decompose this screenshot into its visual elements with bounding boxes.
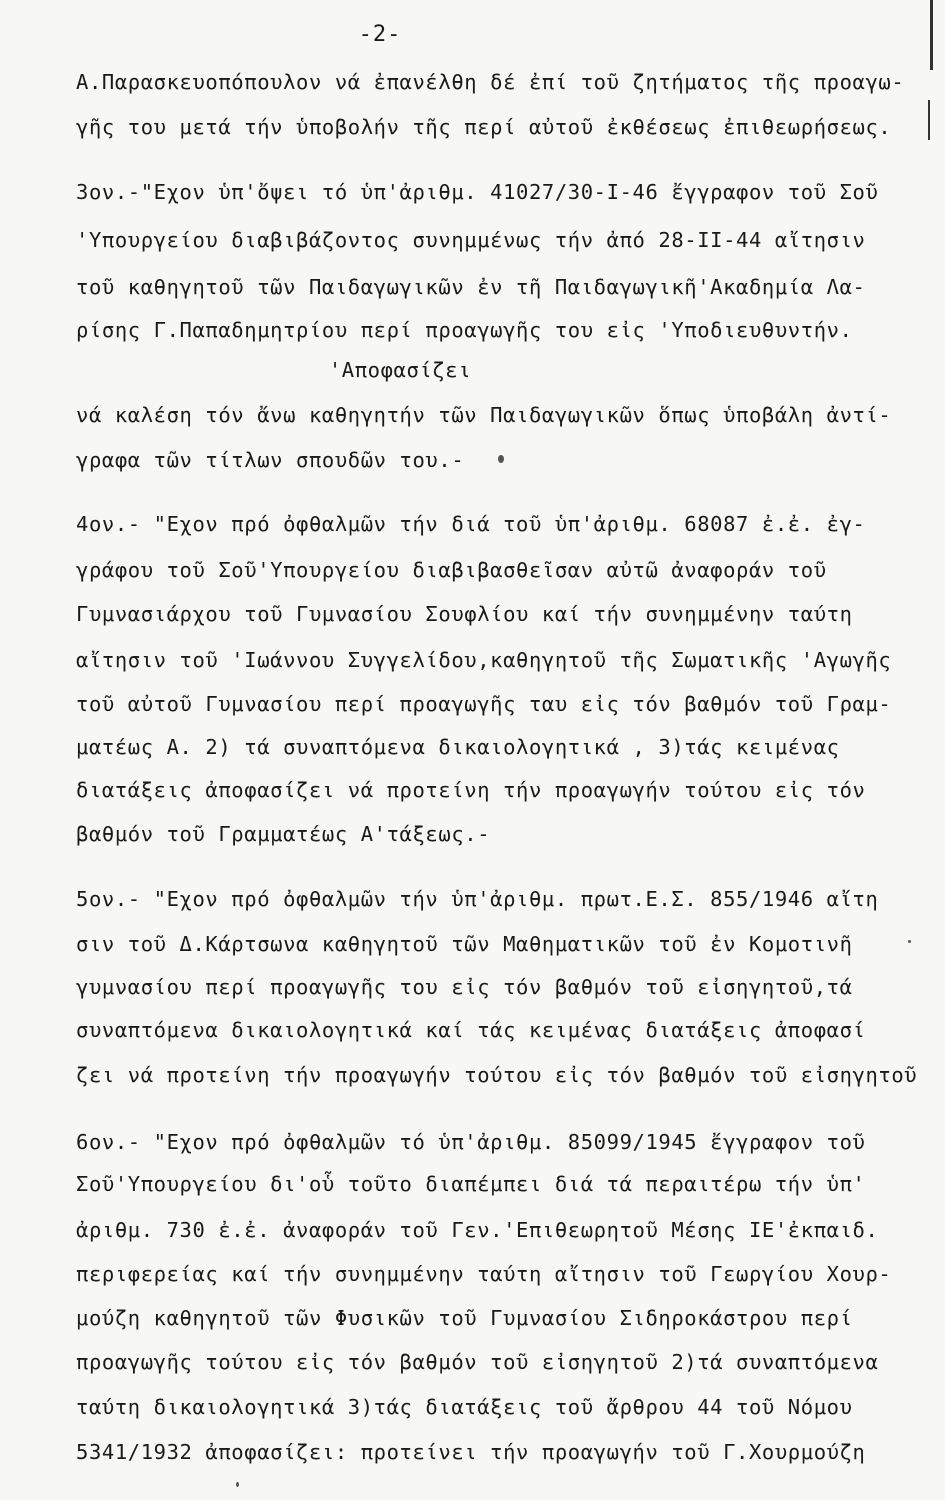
scan-edge-mark	[930, 0, 933, 70]
text-line: ζει νά προτείνη τήν προαγωγήν τούτου εἰς τόν βαθμόν τοῦ εἰσηγητοῦ	[76, 1063, 918, 1087]
ink-speck	[908, 940, 911, 943]
text-line: τοῦ καθηγητοῦ τῶν Παιδαγωγικῶν ἐν τῆ Παιδαγωγικῆ'Ακαδημία Λα-	[76, 275, 866, 299]
text-line: γραφα τῶν τίτλων σπουδῶν του.-	[76, 448, 465, 472]
ink-speck	[236, 1482, 239, 1487]
text-line: 5341/1932 ἀποφασίζει: προτείνει τήν προαγωγήν τοῦ Γ.Χουρμούζη	[76, 1440, 866, 1464]
text-line: περιφερείας καί τήν συνημμένην ταύτη αἴτησιν τοῦ Γεωργίου Χουρ-	[76, 1262, 892, 1286]
text-line: ματέως Α. 2) τά συναπτόμενα δικαιολογητικά , 3)τάς κειμένας	[76, 735, 840, 759]
text-line: ταύτη δικαιολογητικά 3)τάς διατάξεις τοῦ ἄρθρου 44 τοῦ Νόμου	[76, 1395, 853, 1419]
ink-speck	[498, 455, 504, 463]
text-line: προαγωγῆς τούτου εἰς τόν βαθμόν τοῦ εἰσηγητοῦ 2)τά συναπτόμενα	[76, 1350, 879, 1374]
text-line: βαθμόν τοῦ Γραμματέως Α'τάξεως.-	[76, 822, 491, 846]
scan-edge-mark	[928, 100, 930, 140]
text-line: Σοῦ'Υπουργείου δι'οὗ τοῦτο διαπέμπει διά τά περαιτέρω τήν ὑπ'	[76, 1172, 866, 1196]
text-line: μούζη καθηγητοῦ τῶν Φυσικῶν τοῦ Γυμνασίου Σιδηροκάστρου περί	[76, 1306, 853, 1330]
text-line: γράφου τοῦ Σοῦ'Υπουργείου διαβιβασθεῖσαν αὐτῶ ἀναφοράν τοῦ	[76, 558, 827, 582]
text-line: αἴτησιν τοῦ 'Ιωάννου Συγγελίδου,καθηγητοῦ τῆς Σωματικῆς 'Αγωγῆς	[76, 648, 892, 672]
text-line: νά καλέση τόν ἄνω καθηγητήν τῶν Παιδαγωγικῶν ὅπως ὑποβάλη ἀντί-	[76, 403, 892, 427]
page-number: -2-	[358, 22, 402, 47]
text-line: 3ον.-"Εχον ὑπ'ὄψει τό ὑπ'ἀριθμ. 41027/30-I-46 ἔγγραφον τοῦ Σοῦ	[76, 180, 879, 204]
text-line: Α.Παρασκευοπόπουλον νά ἐπανέλθη δέ ἐπί τοῦ ζητήματος τῆς προαγω-	[76, 70, 905, 94]
text-line: 'Υπουργείου διαβιβάζοντος συνημμένως τήν ἀπό 28-II-44 αἴτησιν	[76, 228, 866, 252]
text-line: γῆς του μετά τήν ὑποβολήν τῆς περί αὐτοῦ ἐκθέσεως ἐπιθεωρήσεως.	[76, 115, 892, 139]
text-line: συναπτόμενα δικαιολογητικά καί τάς κειμένας διατάξεις ἀποφασί	[76, 1018, 866, 1042]
decision-heading: 'Αποφασίζει	[328, 358, 472, 382]
text-line: Γυμνασιάρχου τοῦ Γυμνασίου Σουφλίου καί τήν συνημμένην ταύτη	[76, 602, 853, 626]
text-line: διατάξεις ἀποφασίζει νά προτείνη τήν προαγωγήν τούτου εἰς τόν	[76, 778, 866, 802]
text-line: 5ον.- "Εχον πρό ὀφθαλμῶν τήν ὑπ'ἀριθμ. πρωτ.Ε.Σ. 855/1946 αἴτη	[76, 887, 879, 911]
text-line: ἀριθμ. 730 ἐ.ἐ. ἀναφοράν τοῦ Γεν.'Επιθεωρητοῦ Μέσης ΙΕ'ἐκπαιδ.	[76, 1218, 879, 1242]
text-line: ρίσης Γ.Παπαδημητρίου περί προαγωγῆς του εἰς 'Υποδιευθυντήν.	[76, 318, 853, 342]
text-line: τοῦ αὐτοῦ Γυμνασίου περί προαγωγῆς ταυ εἰς τόν βαθμόν τοῦ Γραμ-	[76, 692, 892, 716]
text-line: σιν τοῦ Δ.Κάρτσωνα καθηγητοῦ τῶν Μαθηματικῶν τοῦ ἐν Κομοτινῆ	[76, 932, 853, 956]
text-line: γυμνασίου περί προαγωγῆς του εἰς τόν βαθμόν τοῦ εἰσηγητοῦ,τά	[76, 975, 853, 999]
text-line: 6ον.- "Εχον πρό ὀφθαλμῶν τό ὑπ'ἀριθμ. 85099/1945 ἔγγραφον τοῦ	[76, 1130, 866, 1154]
text-line: 4ον.- "Εχον πρό ὀφθαλμῶν τήν διά τοῦ ὑπ'ἀριθμ. 68087 ἐ.ἐ. ἐγ-	[76, 512, 866, 536]
